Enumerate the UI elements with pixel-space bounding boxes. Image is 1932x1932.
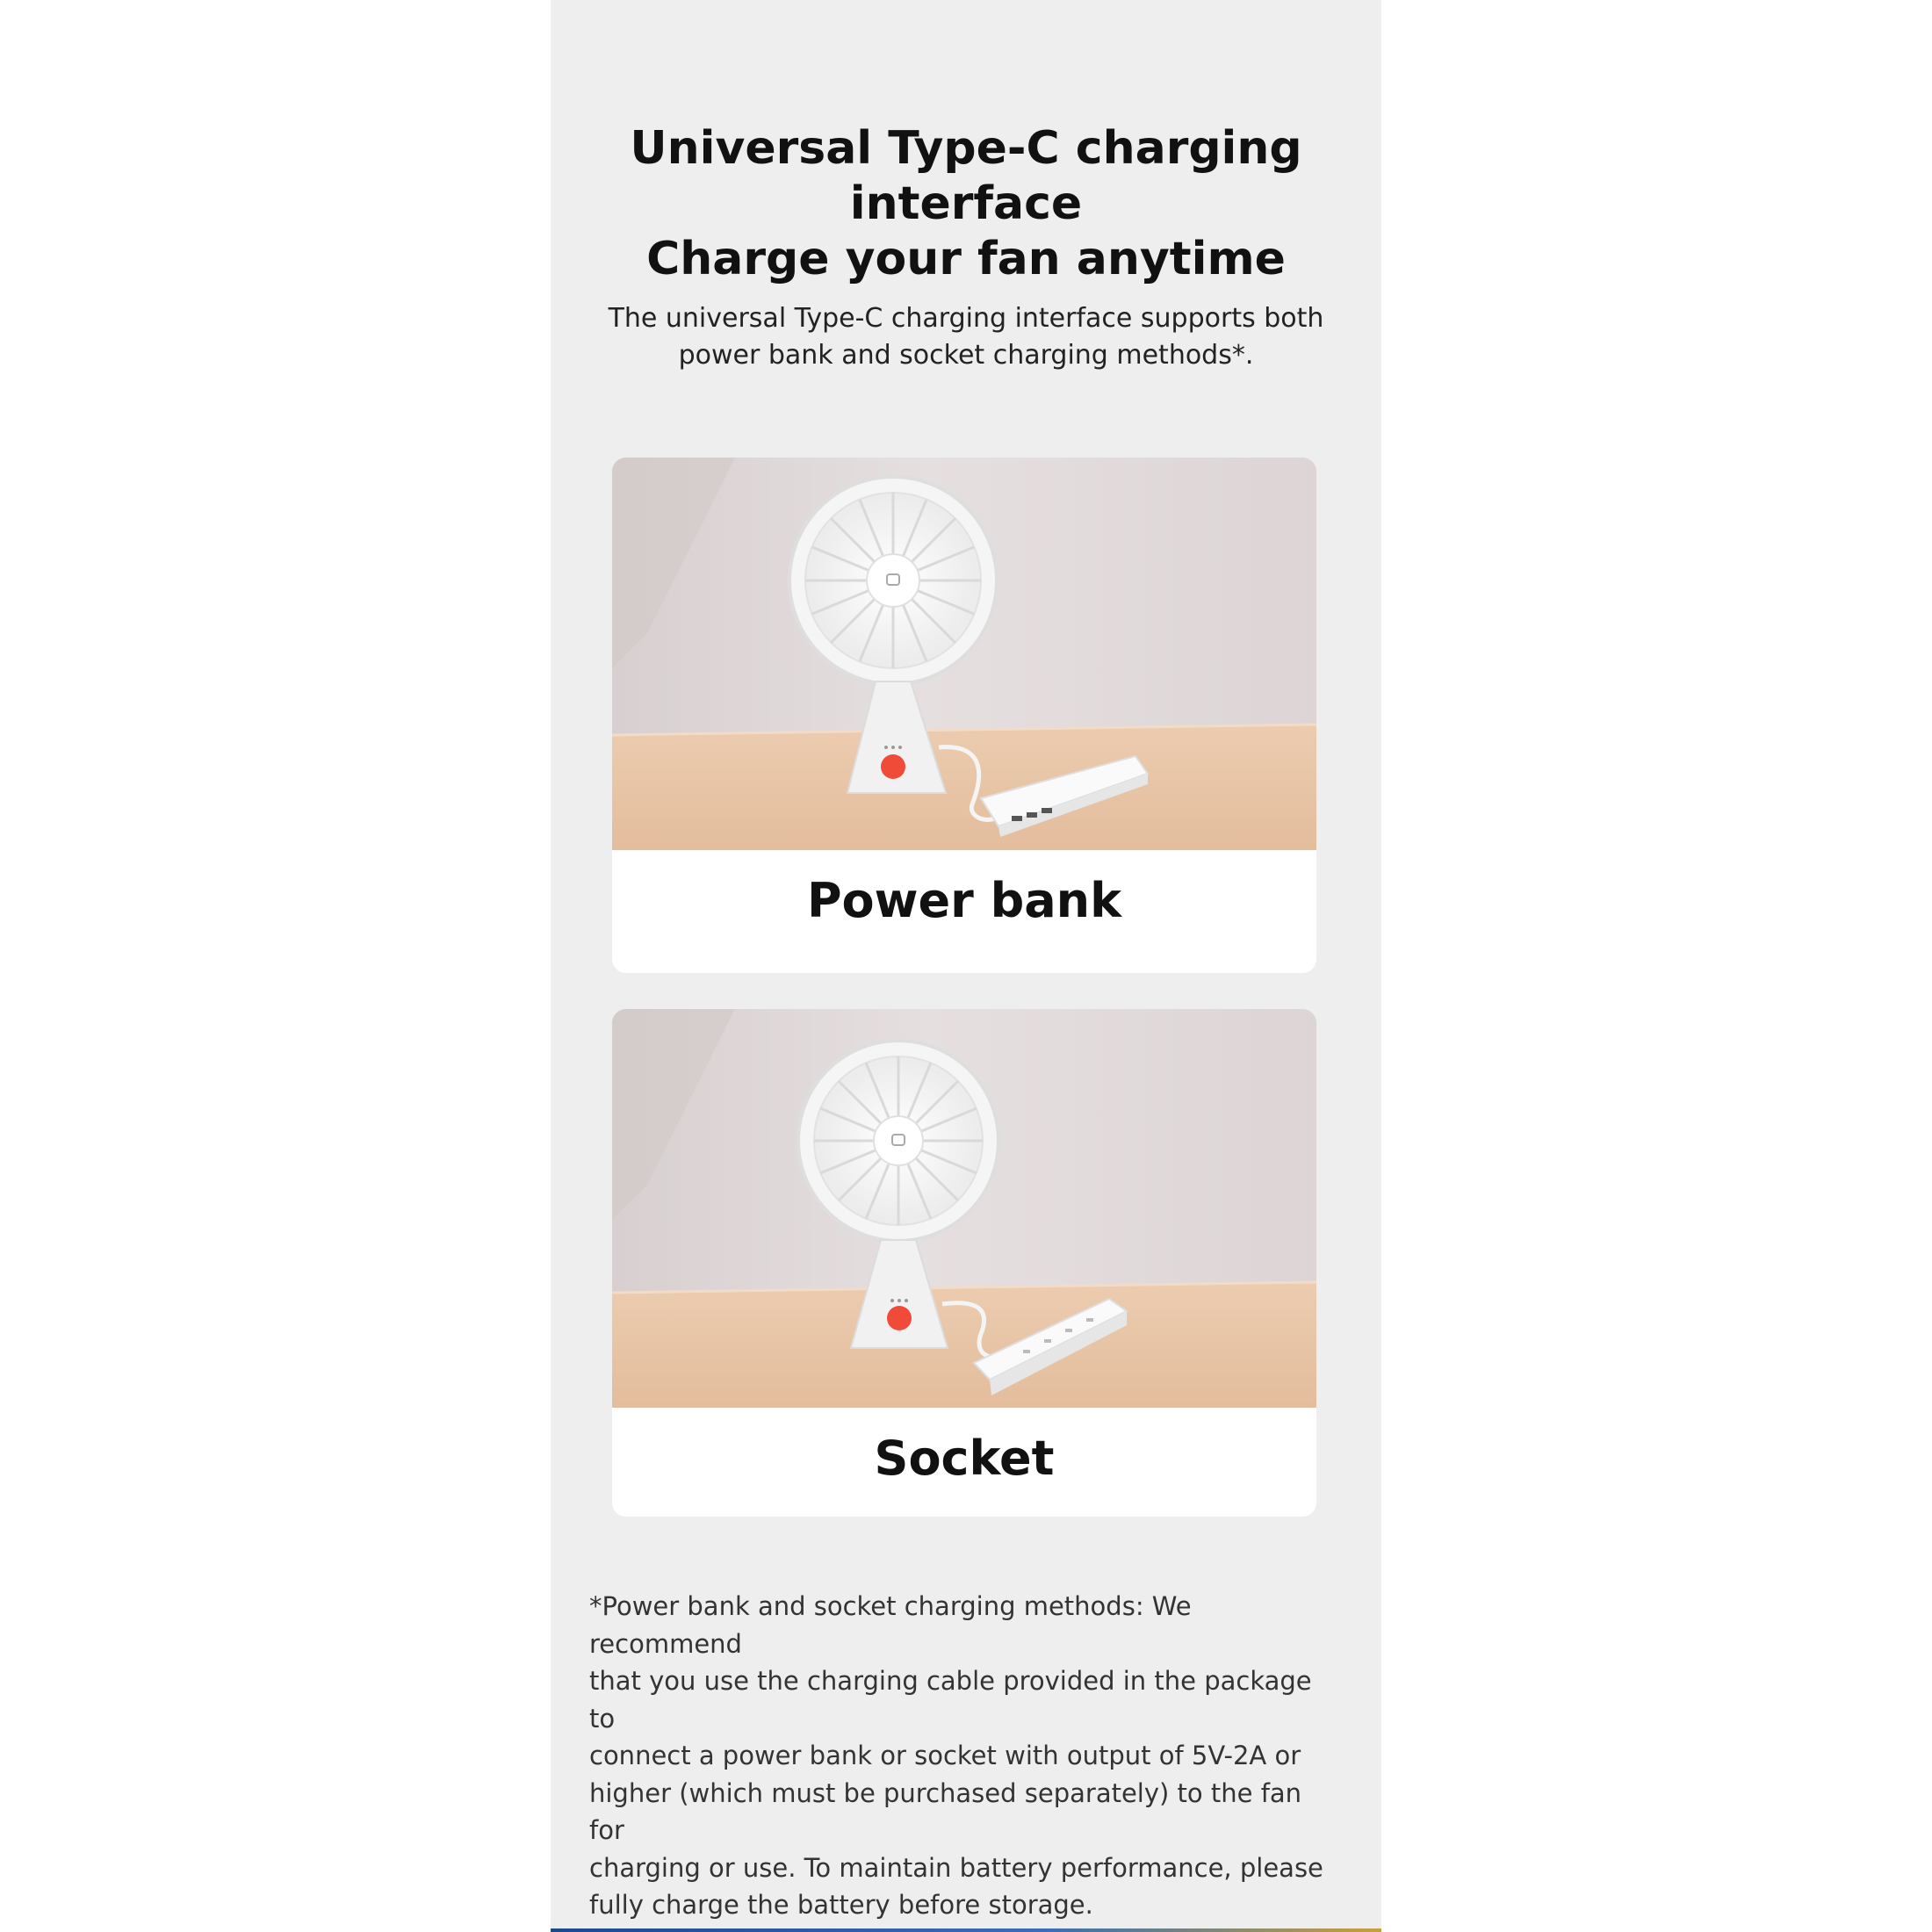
fan-socket-photo — [612, 1009, 1316, 1408]
footnote-line: higher (which must be purchased separately) to the fan for — [589, 1777, 1302, 1845]
card-label-power-bank: Power bank — [806, 873, 1122, 928]
product-detail-panel — [551, 0, 1381, 1932]
headline-line: Universal Type-C charging — [630, 122, 1302, 175]
section-subtitle — [603, 300, 1329, 374]
charging-footnote — [589, 1588, 1344, 1924]
headline-line: Charge your fan anytime — [646, 233, 1286, 285]
footnote-line: that you use the charging cable provided in the package to — [589, 1666, 1312, 1734]
footnote-line: connect a power bank or socket with output of 5V-2A or — [589, 1741, 1301, 1770]
power-bank-card — [612, 458, 1316, 973]
section-headline — [551, 121, 1381, 287]
subtitle-line: power bank and socket charging methods*. — [678, 340, 1254, 371]
headline-line: interface — [849, 177, 1083, 230]
fan-power-bank-photo — [612, 458, 1316, 850]
footnote-line: *Power bank and socket charging methods: We recommend — [589, 1591, 1192, 1659]
card-label-socket: Socket — [874, 1431, 1055, 1486]
subtitle-line: The universal Type-C charging interface supports both — [608, 303, 1324, 334]
footnote-line: fully charge the battery before storage. — [589, 1890, 1093, 1920]
footnote-line: charging or use. To maintain battery performance, please — [589, 1852, 1323, 1883]
bottom-divider — [551, 1928, 1381, 1932]
socket-card — [612, 1009, 1316, 1517]
